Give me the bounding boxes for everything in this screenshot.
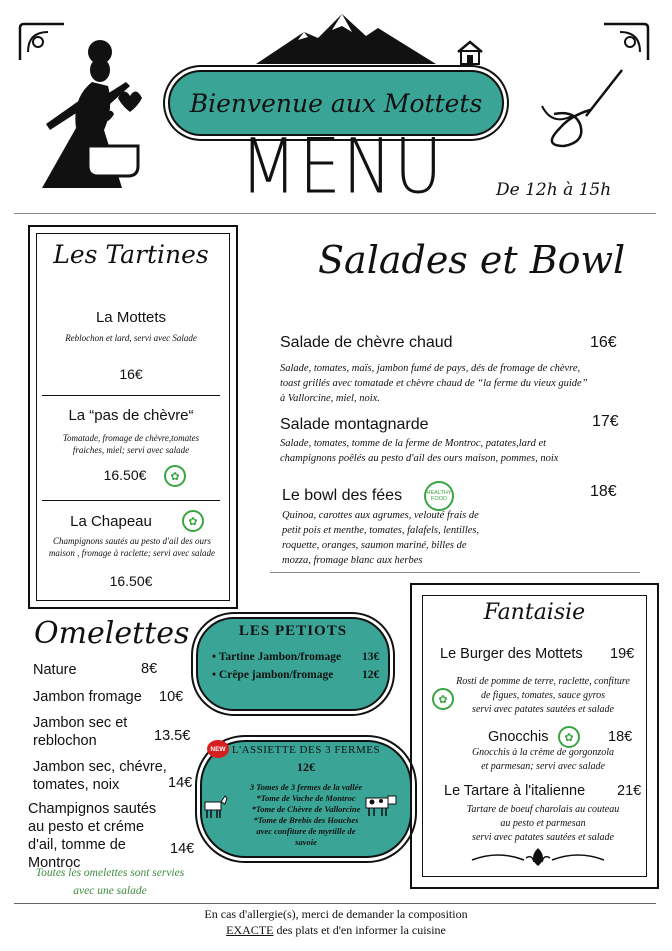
omelette-price: 14€ [168, 775, 193, 791]
corner-ornament-right [600, 22, 650, 62]
fantaisie-desc: et parmesan; servi avec salade [481, 761, 605, 772]
omelette-name: Jambon sec, chévre, tomates, noix [33, 759, 167, 793]
fantaisie-desc: Rosti de pomme de terre, raclette, confiture [456, 676, 630, 687]
omelette-name: Jambon fromage [33, 689, 142, 705]
fantaisie-price: 19€ [610, 646, 635, 662]
omelette-price: 10€ [159, 689, 184, 705]
petiots-item-name: • Crêpe jambon/fromage [212, 669, 334, 681]
assiette-price: 12€ [297, 760, 315, 774]
allergy-notice-rest: des plats et d'en informer la cuisine [273, 923, 446, 937]
welcome-banner-text: Bienvenue aux Mottets [189, 88, 483, 118]
omelette-name: Jambon sec et reblochon [33, 715, 128, 749]
omelettes-title: Omelettes [34, 616, 190, 651]
tartines-separator [42, 500, 220, 501]
assiette-line: *Tome de Vache de Montroc [256, 793, 356, 803]
salades-title: Salades et Bowl [318, 238, 626, 282]
assiette-line: *Tome de Brebis des Houches [253, 815, 359, 825]
salade-name: Salade de chèvre chaud [280, 334, 453, 351]
divider-top [14, 213, 656, 214]
fantaisie-desc: servi avec patates sautées et salade [472, 704, 614, 715]
vegetarian-badge-icon: ✿ [432, 688, 454, 710]
salades-divider [270, 572, 640, 573]
assiette-title: L'ASSIETTE DES 3 FERMES [231, 744, 381, 756]
allergy-emphasis: EXACTE [226, 923, 274, 937]
vegetarian-badge-icon: ✿ [164, 465, 186, 487]
tartine-desc: Tomatade, fromage de chèvre,tomates fraiches, miel; servi avec salade [62, 433, 200, 455]
salade-name: Le bowl des fées [282, 487, 403, 504]
divider-bottom [14, 903, 656, 904]
petiots-title: LES PETIOTS [238, 623, 348, 639]
tartine-name: La Mottets [95, 309, 167, 326]
omelette-name: Nature [33, 662, 77, 678]
tartines-title: Les Tartines [53, 240, 209, 269]
fantaisie-price: 21€ [617, 783, 642, 799]
omelettes-note: Toutes les omelettes sont servies [35, 867, 185, 879]
salade-desc: Quinoa, carottes aux agrumes, velouté frais de petit pois et menthe, tomates, falafels, lentilles, roquette, oranges, saumon mariné, billes de mozza, fromage blanc aux herbes [282, 510, 480, 566]
assiette-line: *Tome de Chèvre de Vallorcine [251, 804, 361, 814]
omelette-name: Champignos sautés au pesto et créme d'ail, tomme de Montroc [28, 801, 157, 871]
opening-hours: De 12h à 15h [496, 180, 612, 200]
omelette-price: 8€ [141, 661, 158, 677]
petiots-item-label: Crêpe jambon/fromage [218, 669, 334, 681]
assiette-line: savoie [295, 837, 317, 847]
allergy-notice: En cas d'allergie(s), merci de demander la composition [204, 907, 468, 921]
tartine-price: 16.50€ [103, 467, 147, 483]
fantaisie-name: Le Burger des Mottets [440, 646, 583, 662]
fantaisie-desc: de figues, tomates, sauce gyros [480, 690, 606, 701]
salade-price: 16€ [590, 334, 617, 351]
petiots-item-name: • Tartine Jambon/fromage [212, 651, 342, 663]
petiots-item-label: Tartine Jambon/fromage [218, 651, 342, 663]
cow-icon [362, 790, 398, 818]
salade-price: 18€ [590, 483, 617, 500]
petiots-item-price: 13€ [362, 651, 380, 663]
petiots-box [196, 617, 390, 711]
vegetarian-badge-icon: ✿ [558, 726, 580, 748]
fantaisie-desc: servi avec patates sautées et salade [472, 832, 614, 843]
tartine-desc: Reblochon et lard, servi avec Salade [65, 333, 197, 343]
salade-desc: Salade, tomates, maïs, jambon fumé de pays, dés de fromage de chèvre, toast grillés avec tomatade et chèvre chaud de “la ferme du vieux guide” à Vallorcine, miel, noix. [280, 363, 588, 404]
salade-price: 17€ [592, 413, 619, 430]
chef-silhouette-icon [22, 38, 152, 192]
fantaisie-desc: Tartare de boeuf charolais au couteau [466, 804, 620, 815]
allergy-notice-line2 [0, 923, 672, 938]
fantaisie-ornament-icon [468, 846, 608, 868]
fantaisie-title: Fantaisie [483, 600, 586, 625]
fantaisie-desc: au pesto et parmesan [500, 818, 586, 829]
tartine-desc: Champignons sautés au pesto d'ail des ours maison , fromage à raclette; servi avec salade [48, 536, 216, 558]
salade-desc: Salade, tomates, tomme de la ferme de Montroc, patates,lard et champignons poêlés au pesto d'ail des ours maison, pommes, noix [280, 438, 559, 464]
salade-name: Salade montagnarde [280, 416, 429, 433]
omelettes-note: avec une salade [73, 885, 147, 897]
new-badge: NEW [207, 740, 229, 758]
mountain-icon [256, 10, 436, 66]
goat-icon [201, 790, 229, 820]
omelette-price: 13.5€ [154, 728, 191, 744]
fantaisie-name: Gnocchis [488, 729, 549, 745]
fantaisie-desc: Gnocchis à la crème de gorgonzola [471, 747, 615, 758]
tartine-name: La “pas de chèvre“ [68, 407, 194, 424]
fantaisie-name: Le Tartare à l'italienne [444, 783, 586, 799]
tartine-price: 16.50€ [109, 573, 153, 589]
vegetarian-badge-icon: ✿ [182, 510, 204, 532]
omelette-price: 14€ [170, 841, 195, 857]
fantaisie-price: 18€ [608, 729, 633, 745]
assiette-line: avec confiture de myrtille de [256, 826, 356, 836]
healthy-food-badge-icon: HEALTHY FOOD [424, 481, 454, 511]
tartines-separator [42, 395, 220, 396]
tartine-price: 16€ [119, 366, 143, 382]
tartine-name: La Chapeau [70, 513, 152, 530]
assiette-line: 3 Tomes de 3 fermes de la vallée [249, 782, 363, 792]
chalet-icon [456, 40, 484, 66]
petiots-item-price: 12€ [362, 669, 380, 681]
page-title: MENU [240, 122, 445, 211]
whisk-ornament-icon [536, 66, 626, 150]
